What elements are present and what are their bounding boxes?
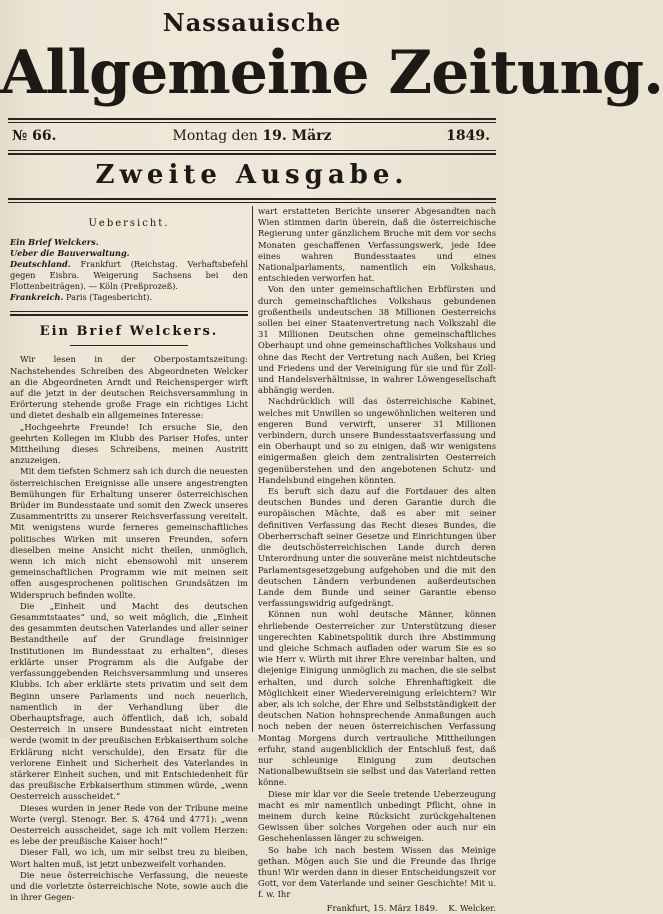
overview-line: Ueber die Bauverwaltung. [10,248,130,259]
signature-name: K. Welcker. [448,902,496,913]
article-paragraph: „Hochgeehrte Freunde! Ich ersuche Sie, den geehrten Kollegen im Klubb des Pariser Hofes, unter Mittheilung dieses Schreibens, meinen Austritt anzuzeigen. [10,421,248,466]
overview-title: Uebersicht. [88,218,170,229]
article-paragraph: Die „Einheit und Macht des deutschen Gesammtstaates“ und, so weit möglich, die „Einheit des gesammten deutschen Vaterlandes und aller seiner Bestandtheile auf der Grundlage freisinniger Institutionen im Bundesstaat zu erhalten“, dieses erklärte unser Programm als die Aufgabe der verfassunggebenden Reichsversammlung und unseres Klubbs. Ich aber erklärte stets privatim und seit dem Beginn unsere Parlaments und noch neuerlich, namentlich in der Verhandlung über die Oberhauptsfrage, auch öffentlich, daß ich, sobald Oesterreich in unsere Bundesstaat nicht eintreten werde (womit in der preußischen Erbkaiserthum solche Erklärung nicht verschulde), den Ersatz für die verlorene Einheit und Sicherheit des Vaterlandes in stärkerer Einheit suchen, und mit Entschiedenheit für das preußische Erbkaiserthum stimmen würde, „wenn Oesterreich ausscheidet.“ [10,600,248,802]
article-paragraph: Wir lesen in der Oberpostamtszeitung: Nachstehendes Schreiben des Abgeordneten Welcker an die Abgeordneten Arndt und Reichensperger wirft auf die jetzt in der deutschen Reichsversammlung in Erörterung stehende große Frage ein richtiges Licht und dietet deshalb ein allgemeines Interesse: [10,354,248,421]
article-paragraph: So habe ich nach bestem Wissen das Meinige gethan. Mögen auch Sie und die Freunde das Ihrige thun! Wir werden dann in dieser Entscheidungszeit vor Gott, vor dem Vaterlande und seiner Geschichte! Mit u. f. w. Ihr [258,844,496,900]
article-title: Ein Brief Welckers. [39,324,219,340]
dateline-rule [8,150,496,151]
issue-number: № 66. [12,128,57,144]
column-divider [252,206,253,732]
article-paragraph: wart erstatteten Berichte unserer Abgesandten nach Wien stimmen darin überein, daß die österreichische Regierung unter gänzlichem Bruche mit dem vor sechs Monaten geschaffenen Verfassungswerk, jede Idee eines wahren Bundesstaates und eines Nationalparlaments, namentlich ein Volkshaus, entschieden verworfen hat. [258,206,496,284]
edition-rule [8,198,496,200]
issue-date [0,128,504,144]
article-paragraph: Die neue österreichische Verfassung, die neueste und die vorletzte österreichische Note, sowie auch die in ihrer Gegen- [10,869,248,903]
issue-year: 1849. [446,128,490,144]
overview-rule-thick [10,314,248,316]
overview-line: Ein Brief Welckers. [10,237,99,248]
article-paragraph: Dieser Fall, wo ich, um mir selbst treu zu bleiben, Wort halten muß, ist jetzt unbezweifelt vorhanden. [10,847,248,869]
masthead-rule-top [8,118,496,120]
dateline [0,128,504,152]
article-paragraph: Dieses wurden in jener Rede von der Tribune meine Worte (vergl. Stenogr. Ber. S. 4764 und 4771): „wenn Oesterreich ausscheidet, sage ich mit vollem Herzen: es lebe der preußische Kaiser hoch!“ [10,802,248,847]
right-column [258,206,496,913]
overview-line: Frankreich. Paris (Tagesbericht). [10,292,153,303]
masthead-small-title: Nassauische [162,8,342,37]
edition-rule-thin [8,202,496,203]
issue-weekday: Montag den [172,128,258,144]
left-column [10,206,248,903]
article-signature [258,903,496,914]
article-paragraph: Von den unter gemeinschaftlichen Erbfürsten und durch gemeinschaftliches Volkshaus gebundenen großentheils undeutschen 38 Millionen Oesterreichs sollen bei einer Staatenvertretung nach Volkszahl die 31 Millionen Deutschen ohne gemeinschaftliches Oberhaupt und ohne gemeinschaftliches Volkshaus und ohne das Recht der Vertretung nach Außen, bei Krieg und Friedens und der Vereinigung für sie und für Zoll- und Handelsverhältnisse, in wahrer Löwengesellschaft abhängig werden. [258,284,496,396]
article-paragraph: Diese mir klar vor die Seele tretende Ueberzeugung macht es mir namentlich unbedingt Pflicht, ohne in meinem durch keine Rücksicht zurückgehaltenen Gewissen über solches Vorgehen oder auch nur ein Geschehenlassen länger zu schweigen. [258,788,496,844]
overview-line: Deutschland. Frankfurt (Reichstag. Verhaftsbefehl gegen Eisbra. Weigerung Sachsens bei den Flottenbeiträgen). — Köln (Preßprozeß). [10,259,248,292]
article-paragraph: Mit dem tiefsten Schmerz sah ich durch die neuesten österreichischen Ereignisse alle unsere angestrengten Bemühungen für Erhaltung unserer österreichischen Brüder im Bundesstaate und somit den Zweck unseres Zusammentritts zu unserer Reichsverfassung vereitelt. Mit wenigstens wurde ferneres gemeinschaftliches politisches Wirken mit unseren Freunden, sofern dieselben meine Ansicht nicht theilen, unmöglich, wenn ich mich nicht ebensowohl mit unserem gemeinschaftlichen Programm wie mit meinen seit offen ausgesprochenen politischen Grundsätzen im Widerspruch befinden wollte. [10,466,248,600]
article-paragraph: Nachdrücklich will das österreichische Kabinet, welches mit Unwillen so ungewöhnlichen weiteren und engeren Bund verwirft, unserer 31 Millionen verbindern, durch unsere Bundesstaatsverfassung und ein Oberhaupt und so zu einigen, daß wir wenigstens einigermaßen gleich dem zentralisirten Oesterreich gegenüberstehen und den angebotenen Schutz- und Handelsbund eingehen könnten. [258,396,496,485]
masthead-title: Allgemeine Zeitung. [0,38,663,108]
edition-title: Zweite Ausgabe. [95,160,409,190]
signature-place: Frankfurt, 15. März 1849. [326,902,438,913]
article-paragraph: Können nun wohl deutsche Männer, können ehrliebende Oesterreicher zur Unterstützung dieser ungerechten Kabinetspolitik durch ihre Abstimmung und gleiche Schmach aufladen oder warum Sie es so wie Herr v. Würth mit ihrer Ehre vereinbar halten, und diejenige Einigung unmöglich zu machen, die sie selbst erhalten, und durch solche Ehrenhaftigkeit die Möglichkeit einer Wiedervereinigung erleichtern? Wir aber, als ich solche, der Ehre und Selbstständigkeit der deutschen Nation hohnsprechende Anmaßungen auch noch neben der neuen österreichischen Verfassung Montag Morgens durch vertrauliche Mittheilungen erfuhr, stand augenblicklich der Entschluß fest, daß nur schleunige Einigung zum deutschen Nationalbewußtsein sie selbst und das Vaterland retten könne. [258,609,496,788]
article-title-rule [70,345,188,346]
masthead-rule-top-thin [8,122,496,123]
overview-rule [10,311,248,312]
issue-day-month: 19. März [262,128,332,144]
dateline-rule-thick [8,153,496,155]
article-paragraph: Es beruft sich dazu auf die Fortdauer des alten deutschen Bundes und deren Garantie durch die europäischen Mächte, daß es aber mit seiner definitiven Verfassung das Recht dieses Bundes, die Oberherrschaft seiner Gesetze und Einrichtungen über die deutschösterreichischen Lande durch deren Unterordnung unter die souveräne meist nichtdeutsche Parlamentsgesetzgebung aufgehoben und die mit den deutschen Ländern verbundenen außerdeutschen Lande dem Bunde und seiner Garantie ebenso verfassungswidrig aufgedrängt. [258,486,496,609]
